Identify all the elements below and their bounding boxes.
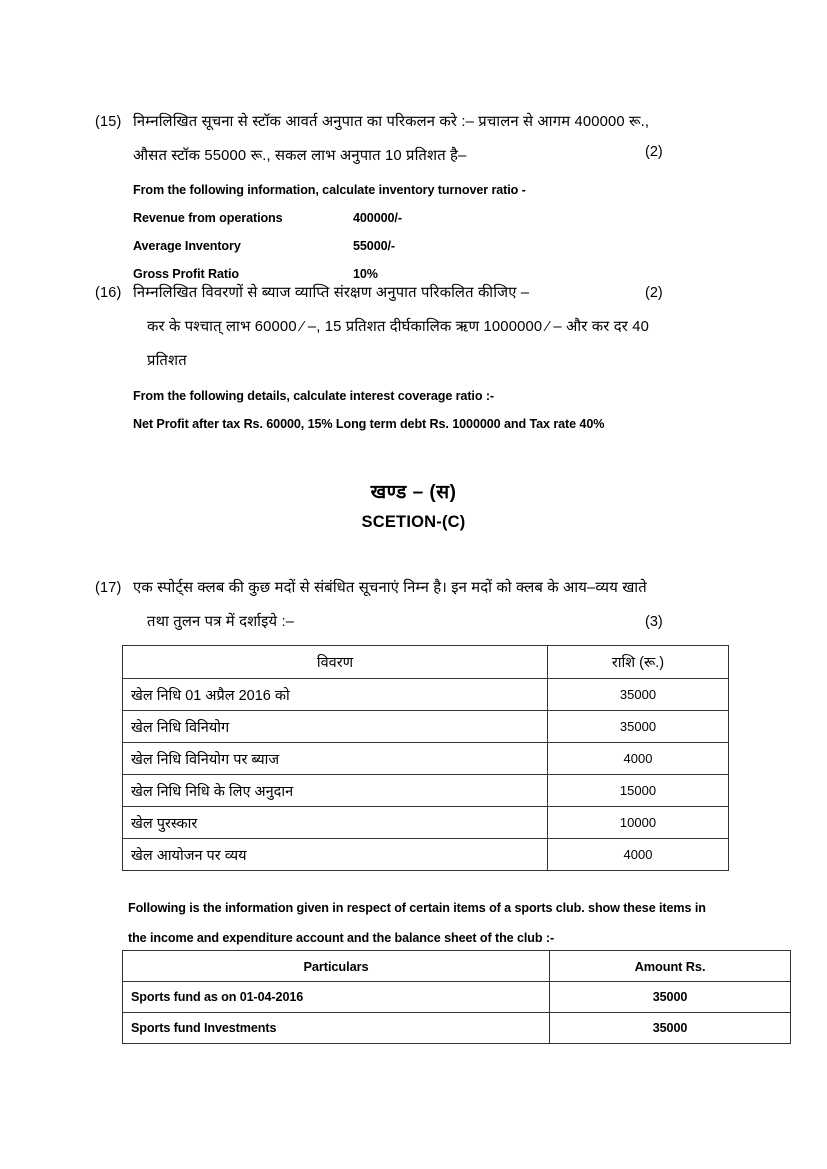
english-table-header-amount: Amount Rs. [550,951,791,982]
english-table-cell-particular: Sports fund Investments [123,1013,550,1044]
hindi-table-cell-amount: 4000 [548,743,729,775]
hindi-table-cell-amount: 35000 [548,711,729,743]
question-15-number: (15) [95,114,122,130]
english-table-cell-amount: 35000 [550,982,791,1013]
hindi-items-table [122,645,729,871]
question-16-english-line-1: From the following details, calculate interest coverage ratio :- [133,389,495,403]
question-17-number: (17) [95,580,122,596]
question-17-hindi-line-1: एक स्पोर्ट्स क्लब की कुछ मदों से संबंधित सूचनाएं निम्न है। इन मदों को क्लब के आय–व्यय खाते [133,580,647,596]
question-15-item-value: 55000/- [353,239,396,253]
english-table-cell-particular: Sports fund as on 01-04-2016 [123,982,550,1013]
english-table-cell-amount: 35000 [550,1013,791,1044]
english-items-table [122,950,791,1044]
table-row [123,1013,791,1044]
question-17-english-line-2: the income and expenditure account and the balance sheet of the club :- [128,931,555,945]
question-17-english-line-1: Following is the information given in respect of certain items of a sports club. show these items in [128,901,706,915]
hindi-table-cell-particular: खेल निधि निधि के लिए अनुदान [123,775,548,807]
table-row [123,775,729,807]
question-16-english-line-2: Net Profit after tax Rs. 60000, 15% Long term debt Rs. 1000000 and Tax rate 40% [133,417,605,431]
question-15 [95,105,775,288]
hindi-table-cell-particular: खेल पुरस्कार [123,807,548,839]
question-15-item-label: Average Inventory [133,239,241,253]
table-row [123,839,729,871]
question-16-hindi-line-3: प्रतिशत [147,353,187,369]
question-15-english-intro: From the following information, calculate inventory turnover ratio - [133,183,526,197]
question-15-marks: (2) [645,144,663,160]
question-16 [95,276,785,438]
hindi-table-cell-amount: 15000 [548,775,729,807]
question-15-item-row [133,204,775,232]
table-header-row [123,646,729,679]
table-row [123,807,729,839]
hindi-table-cell-amount: 35000 [548,679,729,711]
hindi-table-cell-amount: 10000 [548,807,729,839]
english-table-header-particulars: Particulars [123,951,550,982]
question-17 [95,571,785,639]
table-row [123,743,729,775]
table-header-row [123,951,791,982]
question-15-item-value: 400000/- [353,211,402,225]
hindi-table-cell-particular: खेल आयोजन पर व्यय [123,839,548,871]
hindi-table-header-amount: राशि (रू.) [548,646,729,679]
hindi-table-cell-amount: 4000 [548,839,729,871]
hindi-table-cell-particular: खेल निधि विनियोग [123,711,548,743]
question-16-marks: (2) [645,285,663,301]
question-16-number: (16) [95,285,122,301]
hindi-table-header-particulars: विवरण [123,646,548,679]
question-15-item-row [133,232,775,260]
section-heading-hindi: खण्ड – (स) [370,482,457,503]
table-row [123,679,729,711]
question-15-hindi-line-2: औसत स्टॉक 55000 रू., सकल लाभ अनुपात 10 प्रतिशत है– [133,148,467,164]
table-row [123,711,729,743]
question-16-hindi-line-1: निम्नलिखित विवरणों से ब्याज व्याप्ति संरक्षण अनुपात परिकलित कीजिए – [133,285,530,301]
question-16-hindi-line-2: कर के पश्चात् लाभ 60000 ⁄ –, 15 प्रतिशत दीर्घकालिक ऋण 1000000 ⁄ – और कर दर 40 [147,319,649,335]
section-heading-english: SCETION-(C) [361,513,466,531]
question-15-item-value: 10% [353,267,378,281]
question-17-hindi-line-2: तथा तुलन पत्र में दर्शाइये :– [147,614,295,630]
question-17-marks: (3) [645,614,663,630]
hindi-table-cell-particular: खेल निधि विनियोग पर ब्याज [123,743,548,775]
question-15-item-label: Gross Profit Ratio [133,267,239,281]
question-15-hindi-line-1: निम्नलिखित सूचना से स्टॉक आवर्त अनुपात का परिकलन करे :– प्रचालन से आगम 400000 रू., [133,114,650,130]
table-row [123,982,791,1013]
section-heading [0,478,827,536]
hindi-table-cell-particular: खेल निधि 01 अप्रैल 2016 को [123,679,548,711]
question-15-item-label: Revenue from operations [133,211,283,225]
